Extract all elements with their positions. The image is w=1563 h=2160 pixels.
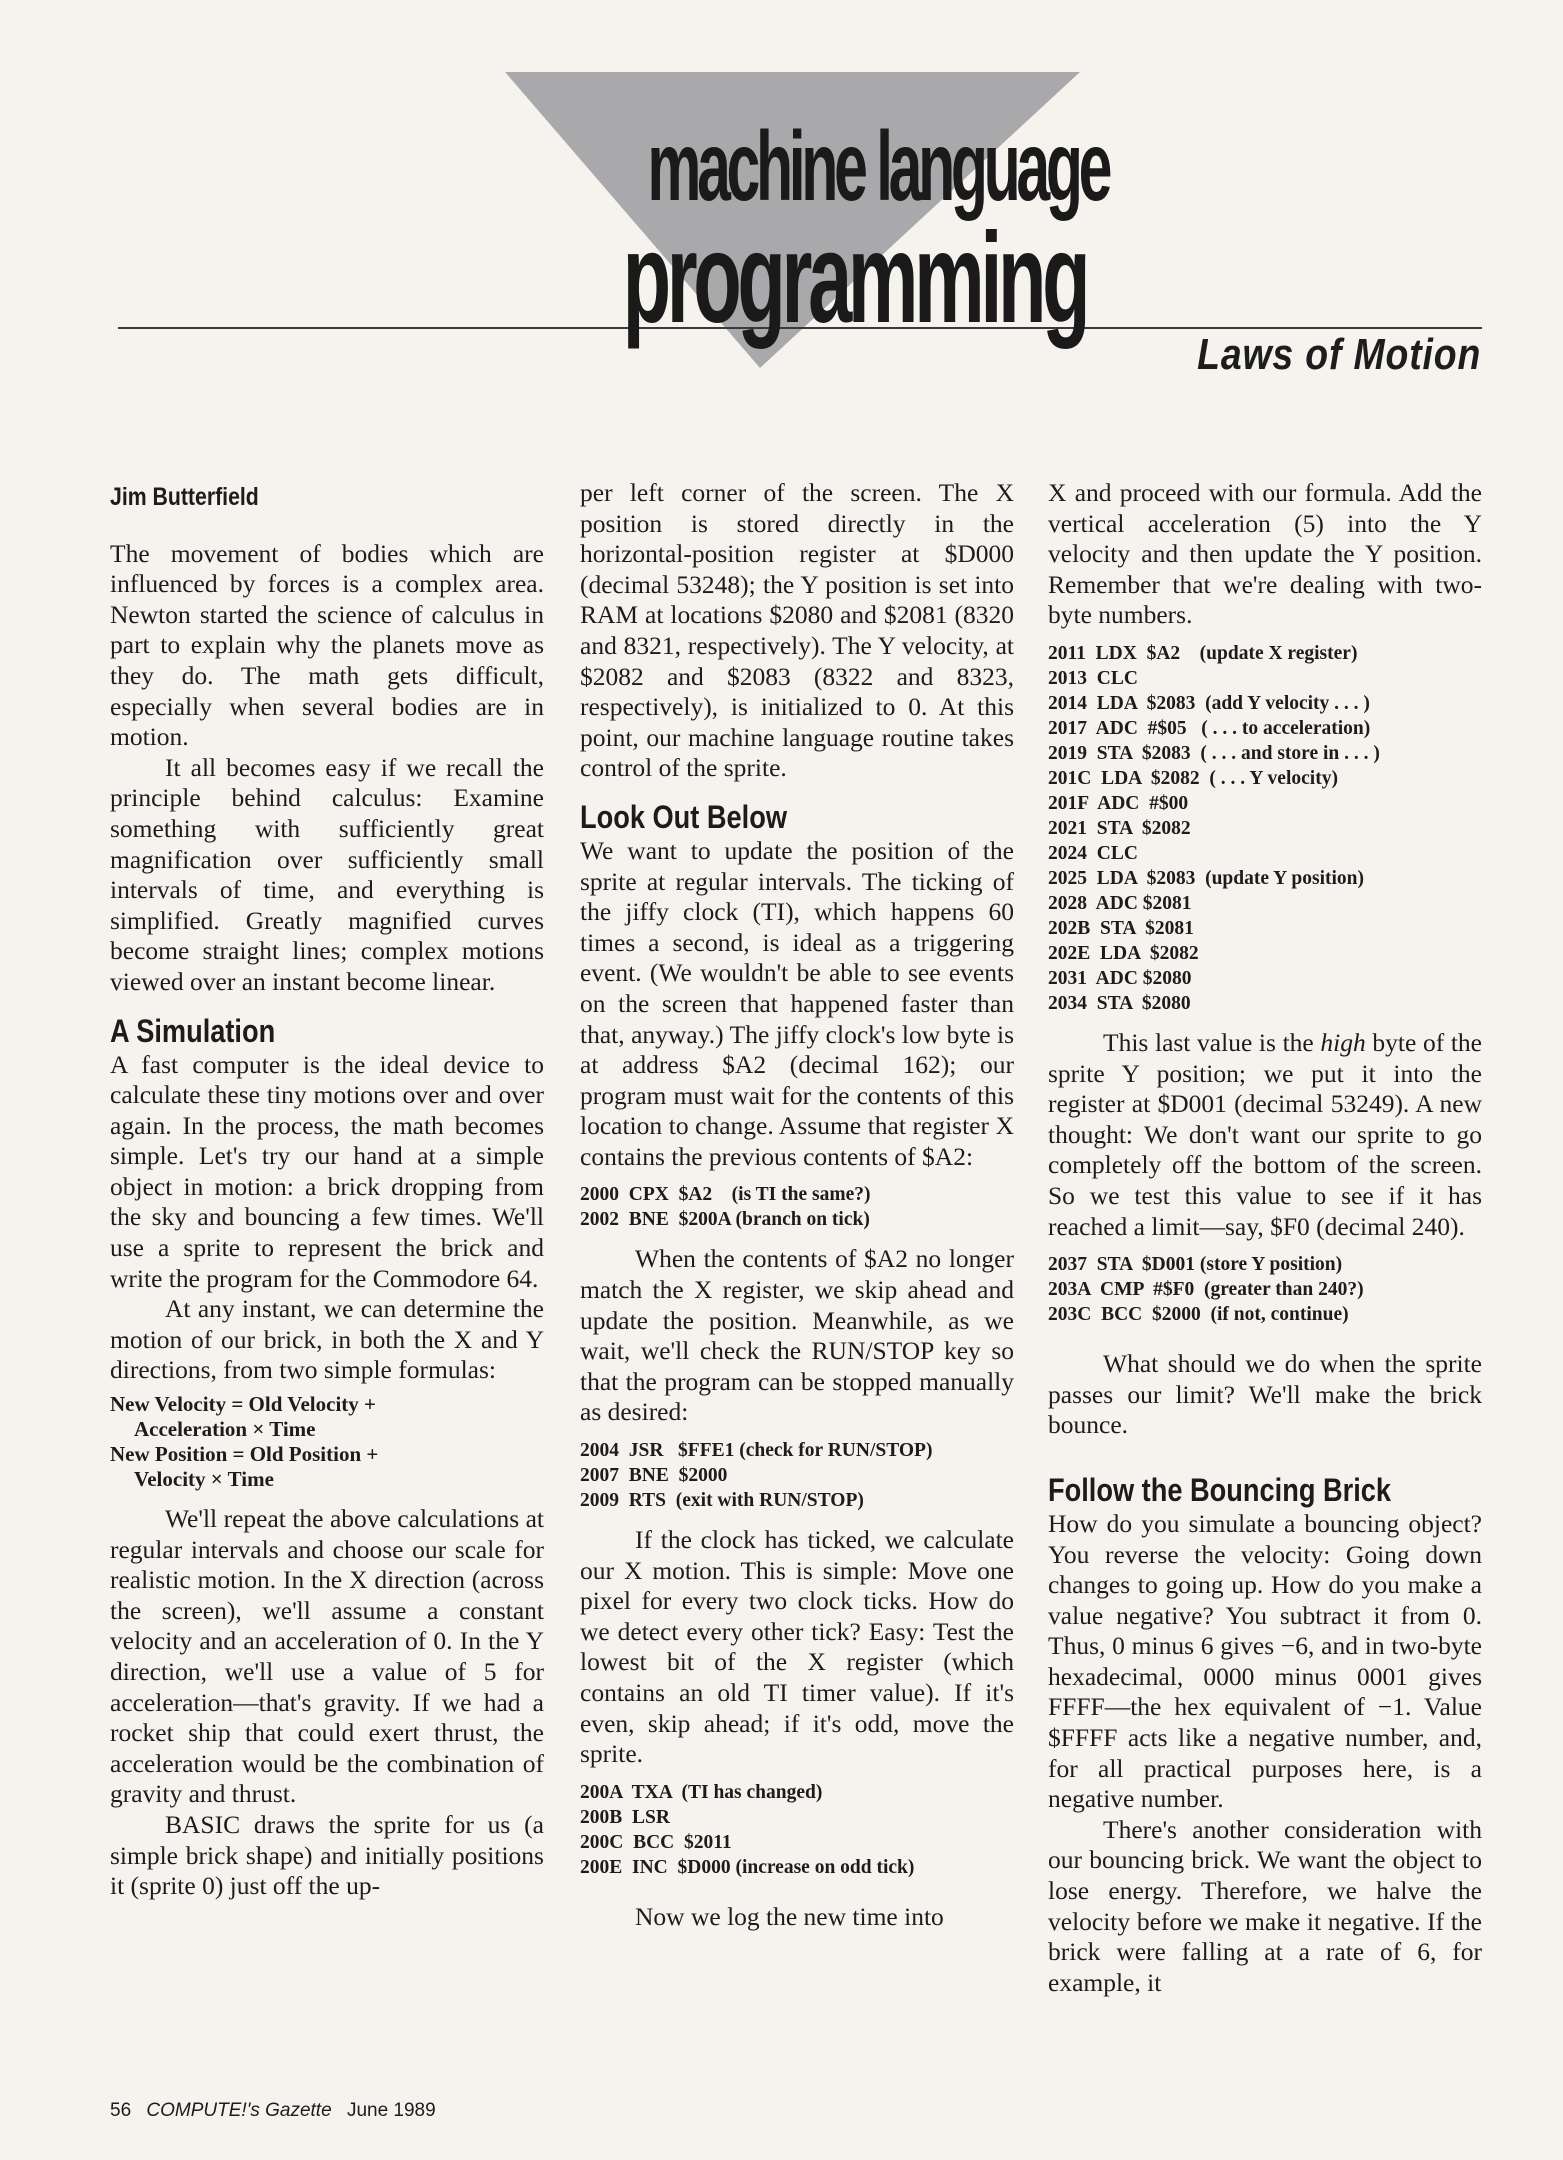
code-line: 2011 LDX $A2 (update X register) xyxy=(1048,642,1358,664)
code-line: 2028 ADC $2081 xyxy=(1048,892,1192,914)
code-line: 2014 LDA $2083 (add Y velocity . . . ) xyxy=(1048,692,1370,714)
code-line: 2024 CLC xyxy=(1048,842,1138,864)
article-column-3 xyxy=(1048,478,1482,1998)
code-line: 201F ADC #$00 xyxy=(1048,792,1189,814)
code-line: 2007 BNE $2000 xyxy=(580,1465,728,1487)
paragraph: How do you simulate a bouncing object? You reverse the velocity: Going down changes to going up. How do you make a value negative? You subtract it from 0. Thus, 0 minus 6 gives −6, and in two-byte hexadecimal, 0000 minus 0001 gives FFFF—the hex equivalent of −1. Value $FFFF acts like a negative number, and, for all practical purposes here, is a negative number. xyxy=(1048,1508,1482,1814)
code-line: 2009 RTS (exit with RUN/STOP) xyxy=(580,1490,864,1512)
code-line: 2004 JSR $FFE1 (check for RUN/STOP) xyxy=(580,1440,933,1462)
formula-line: New Velocity = Old Velocity + xyxy=(110,1392,377,1417)
issue-date: June 1989 xyxy=(346,2100,436,2121)
paragraph: At any instant, we can determine the motion of our brick, in both the X and Y directions, from two simple formulas: xyxy=(110,1294,544,1385)
paragraph xyxy=(1048,1028,1482,1242)
formula-line: Velocity × Time xyxy=(134,1467,274,1492)
paragraph: We want to update the position of the sprite at regular intervals. The ticking of the jiffy clock (TI), which happens 60 times a second, is ideal as a triggering event. (We wouldn't be able to see events on the screen that happened faster than that, anyway.) The jiffy clock's low byte is at address $A2 (decimal 162); our program must wait for the contents of this location to change. Assume that register X contains the previous contents of $A2: xyxy=(580,835,1014,1171)
code-listing xyxy=(1048,1252,1482,1327)
code-line: 2021 STA $2082 xyxy=(1048,817,1191,839)
paragraph: If the clock has ticked, we calculate our X motion. This is simple: Move one pixel for every two clock ticks. How do we detect every other tick? Easy: Test the lowest bit of the X register (which contains an old TI timer value). If it's even, skip ahead; if it's odd, move the sprite. xyxy=(580,1525,1014,1769)
code-line: 200C BCC $2011 xyxy=(580,1831,732,1853)
emphasis-high: high xyxy=(1320,1027,1366,1057)
author-byline: Jim Butterfield xyxy=(110,483,259,511)
article-subtitle: Laws of Motion xyxy=(1196,330,1481,379)
paragraph: Now we log the new time into xyxy=(635,1901,944,1931)
masthead xyxy=(0,0,1563,420)
paragraph: What should we do when the sprite passes our limit? We'll make the brick bounce. xyxy=(1048,1349,1482,1440)
code-listing xyxy=(580,1182,1014,1232)
code-line: 202B STA $2081 xyxy=(1048,917,1194,939)
text-run: byte of the sprite Y position; we put it into the register at $D001 (decimal 53249). A new thought: We don't want our sprite to go completely off the bottom of the screen. So we test this value to see if it has reached a limit—say, $F0 (decimal 240). xyxy=(1048,1027,1482,1241)
code-listing xyxy=(1048,641,1482,1016)
code-line: 2031 ADC $2080 xyxy=(1048,967,1192,989)
code-line: 2019 STA $2083 ( . . . and store in . . . ) xyxy=(1048,742,1380,764)
code-line: 2037 STA $D001 (store Y position) xyxy=(1048,1254,1343,1276)
code-line: 2034 STA $2080 xyxy=(1048,992,1191,1014)
code-listing xyxy=(580,1780,1014,1880)
magazine-name: COMPUTE!'s Gazette xyxy=(146,2100,332,2121)
text-run: This last value is the xyxy=(1103,1027,1321,1057)
page-number: 56 xyxy=(110,2100,132,2121)
section-heading-bouncing-brick: Follow the Bouncing Brick xyxy=(1048,1471,1392,1508)
paragraph: X and proceed with our formula. Add the vertical acceleration (5) into the Y velocity and then update the Y position. Remember that we're dealing with two-byte numbers. xyxy=(1048,478,1482,630)
section-heading-look-out-below: Look Out Below xyxy=(580,798,788,835)
paragraph: We'll repeat the above calculations at regular intervals and choose our scale for realistic motion. In the X direction (across the screen), we'll assume a constant velocity and an acceleration of 0. In the Y direction, we'll use a value of 5 for acceleration—that's gravity. If we had a rocket ship that could exert thrust, the acceleration would be the combination of gravity and thrust. xyxy=(110,1504,544,1809)
code-line: 2000 CPX $A2 (is TI the same?) xyxy=(580,1184,871,1206)
code-line: 200B LSR xyxy=(580,1806,670,1828)
code-line: 201C LDA $2082 ( . . . Y velocity) xyxy=(1048,767,1338,789)
section-heading-simulation: A Simulation xyxy=(110,1012,276,1049)
motion-formulas xyxy=(110,1392,544,1492)
paragraph: A fast computer is the ideal device to calculate these tiny motions over and over again. In the process, the math becomes simple. Let's try our hand at a simple object in motion: a brick dropping from the sky and bouncing a few times. We'll use a sprite to represent the brick and write the program for the Commodore 64. xyxy=(110,1049,544,1293)
paragraph: It all becomes easy if we recall the principle behind calculus: Examine something with sufficiently great magnification over sufficiently small intervals of time, and everything is simplified. Greatly magnified curves become straight lines; complex motions viewed over an instant become linear. xyxy=(110,752,544,996)
paragraph: When the contents of $A2 no longer match the X register, we skip ahead and update the position. Meanwhile, as we wait, we'll check the RUN/STOP key so that the program can be stopped manually as desired: xyxy=(580,1244,1014,1427)
paragraph: per left corner of the screen. The X position is stored directly in the horizontal-position register at $D000 (decimal 53248); the Y position is set into RAM at locations $2080 and $2081 (8320 and 8321, respectively). The Y velocity, at $2082 and $2083 (8322 and 8323, respectively), is initialized to 0. At this point, our machine language routine takes control of the sprite. xyxy=(580,478,1014,783)
paragraph: The movement of bodies which are influenced by forces is a complex area. Newton started the science of calculus in part to explain why the planets move as they do. The math gets difficult, especially when several bodies are in motion. xyxy=(110,538,544,752)
code-line: 200E INC $D000 (increase on odd tick) xyxy=(580,1856,915,1878)
code-line: 2025 LDA $2083 (update Y position) xyxy=(1048,867,1365,889)
formula-line: New Position = Old Position + xyxy=(110,1442,379,1467)
code-line: 2002 BNE $200A (branch on tick) xyxy=(580,1209,870,1231)
code-line: 203C BCC $2000 (if not, continue) xyxy=(1048,1304,1349,1326)
column-title-line1: machine language xyxy=(647,111,1109,221)
paragraph: There's another consideration with our bouncing brick. We want the object to lose energy. Therefore, we halve the velocity before we make it negative. If the brick were falling at a rate of 6, for example, it xyxy=(1048,1814,1482,1997)
article-column-1 xyxy=(110,478,544,1902)
column-title-line2: programming xyxy=(622,207,1087,350)
code-line: 202E LDA $2082 xyxy=(1048,942,1199,964)
code-line: 200A TXA (TI has changed) xyxy=(580,1781,823,1803)
code-line: 2017 ADC #$05 ( . . . to acceleration) xyxy=(1048,717,1371,739)
page-footer xyxy=(110,2100,436,2122)
code-listing xyxy=(580,1438,1014,1513)
code-line: 203A CMP #$F0 (greater than 240?) xyxy=(1048,1279,1364,1301)
code-line: 2013 CLC xyxy=(1048,667,1138,689)
paragraph: BASIC draws the sprite for us (a simple brick shape) and initially positions it (sprite 0) just off the up- xyxy=(110,1809,544,1901)
article-column-2 xyxy=(580,478,1014,1932)
formula-line: Acceleration × Time xyxy=(134,1417,316,1442)
